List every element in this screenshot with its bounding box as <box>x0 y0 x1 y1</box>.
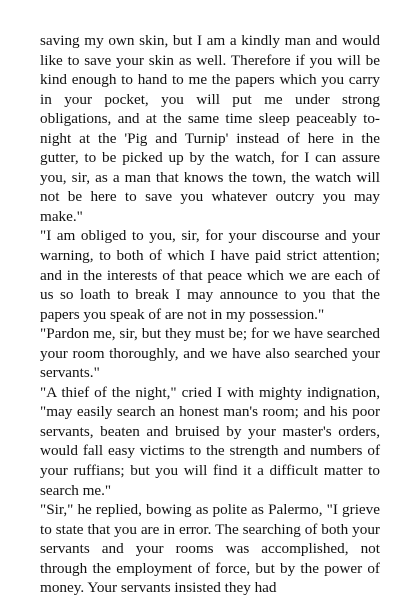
paragraph-3: "Pardon me, sir, but they must be; for we have searched your room thoroughly, and we have also searched your servants." <box>40 325 380 382</box>
paragraph-4: "A thief of the night," cried I with mighty indignation, "may easily search an honest man's room; and his poor servants, beaten and bruised by your master's orders, would fall easy victims to the strength and numbers of your ruffians; but you will find it a difficult matter to search me." <box>40 383 380 499</box>
paragraph-5: "Sir," he replied, bowing as polite as Palermo, "I grieve to state that you are in error. The searching of both your servants and your rooms was accomplished, not through the employment of force, but by the power of money. Your servants insisted they had <box>40 501 380 597</box>
book-page <box>40 31 380 598</box>
paragraph-2: "I am obliged to you, sir, for your discourse and your warning, to both of which I have paid strict attention; and in the interests of that peace which we are each of us so loath to break I may announce to you that the papers you speak of are not in my possession." <box>40 227 380 323</box>
paragraph-1: saving my own skin, but I am a kindly man and would like to save your skin as well. Therefore if you will be kind enough to hand to me the papers which you carry in your pocket, you will put me under strong obligations, and at the same time sleep peaceably to-night at the 'Pig and Turnip' instead of here in the gutter, to be picked up by the watch, for I can assure you, sir, as a man that knows the town, the watch will not be here to save you whatever outcry you may make." <box>40 32 380 225</box>
